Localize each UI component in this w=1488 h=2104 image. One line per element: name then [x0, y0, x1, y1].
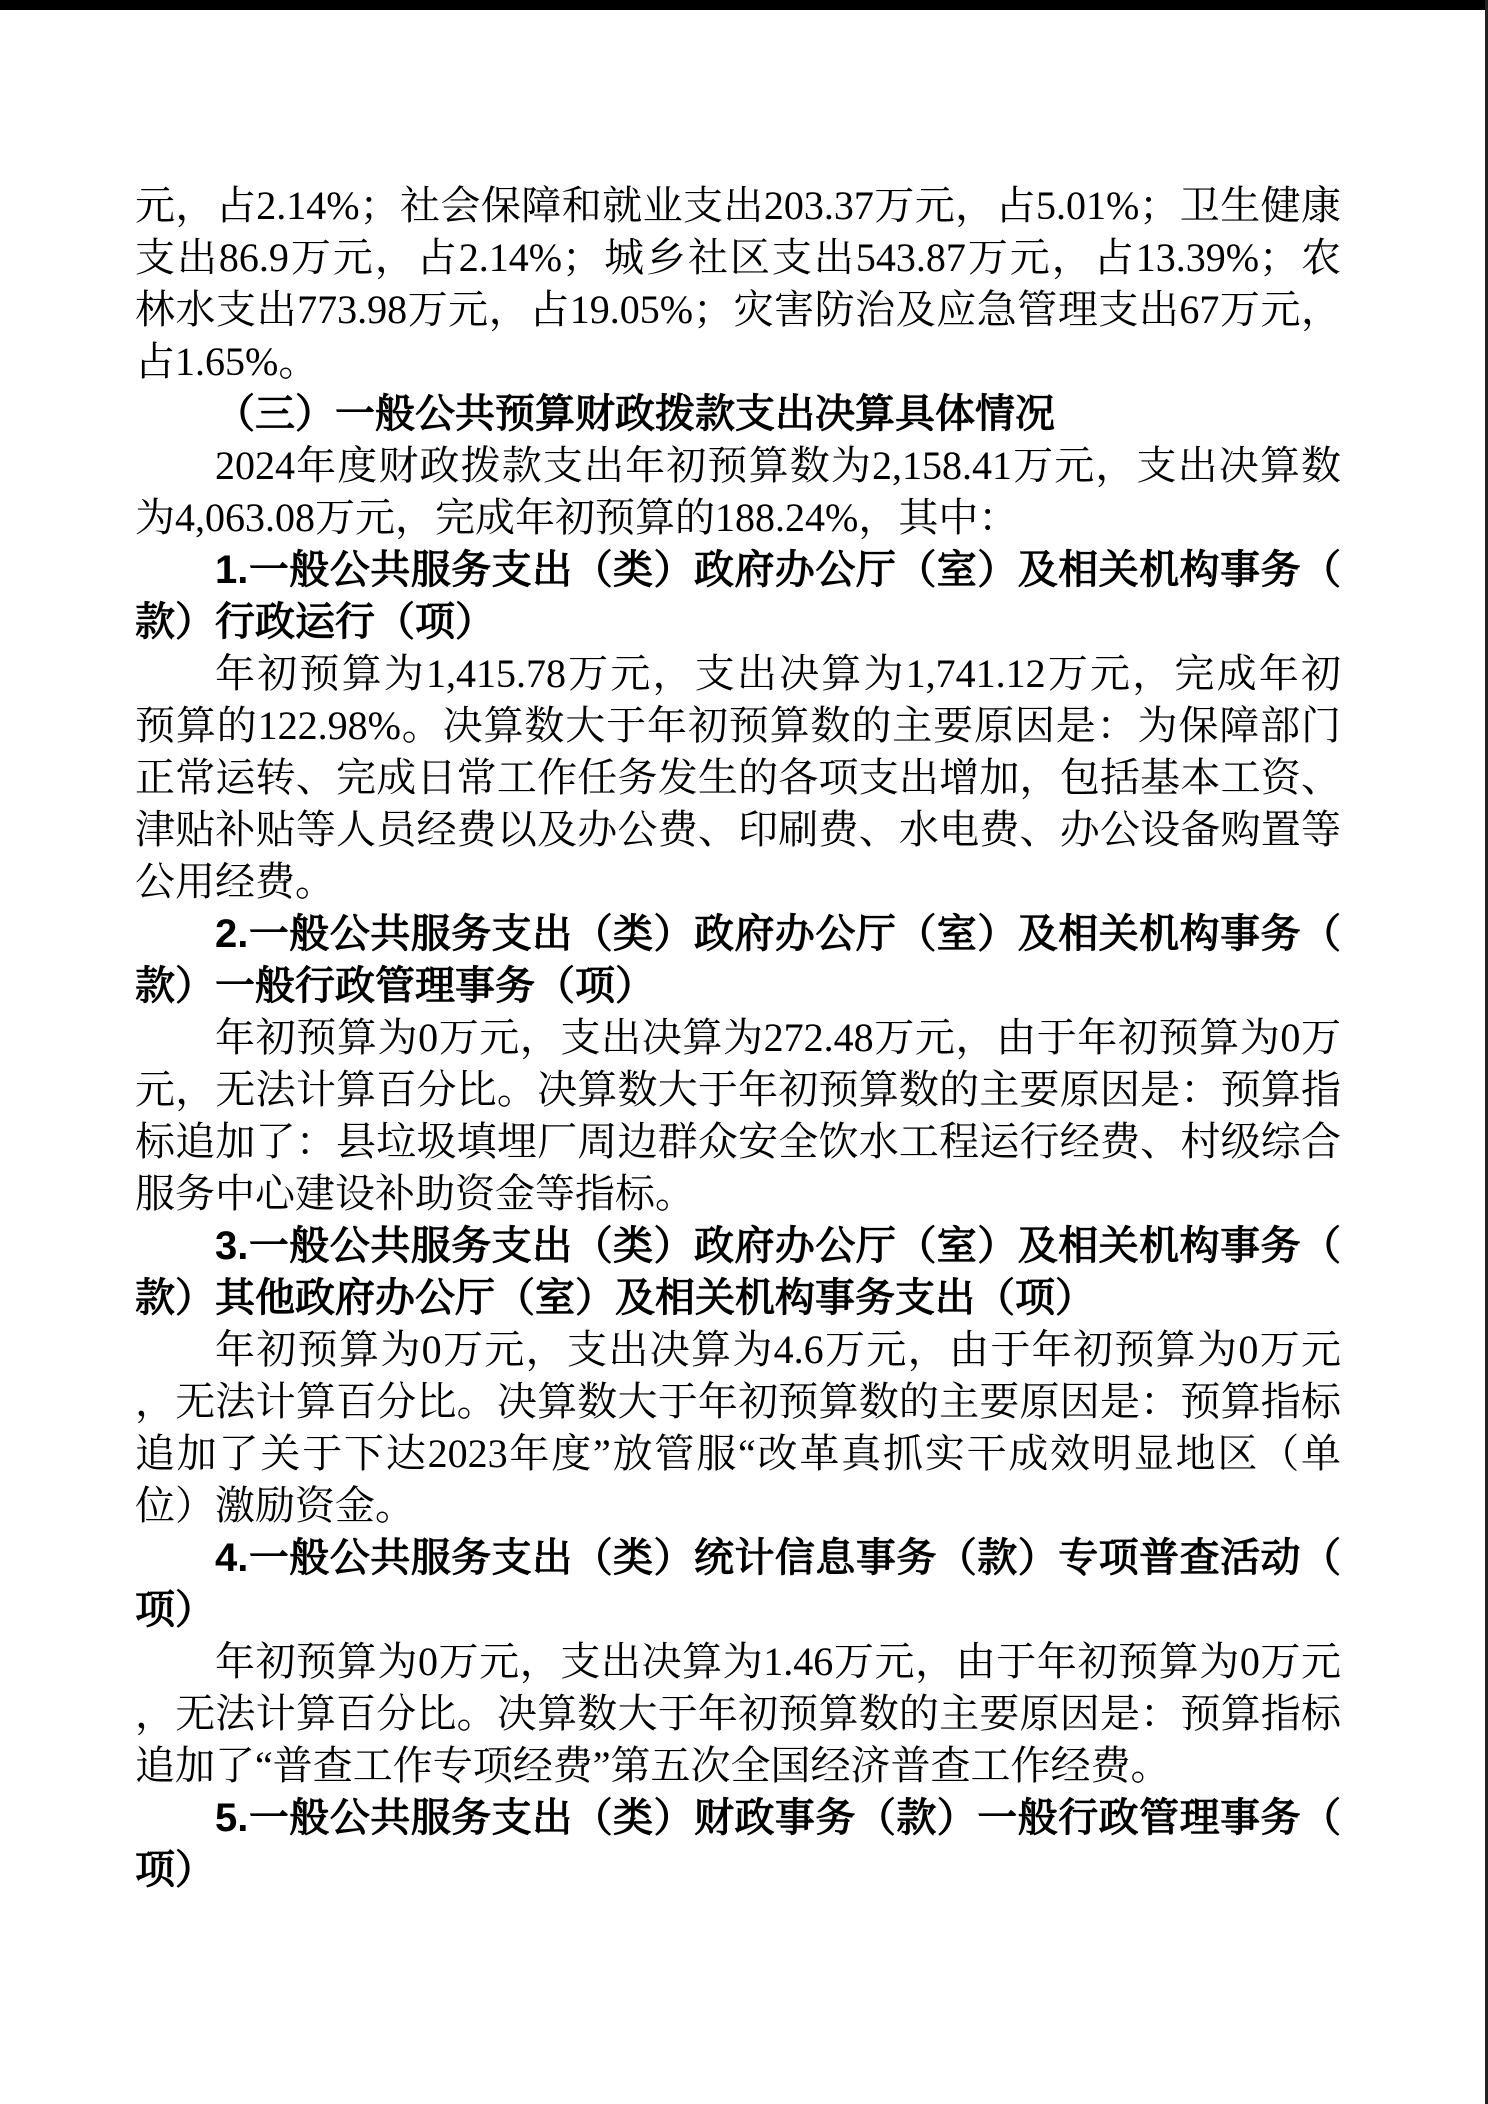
heading-line: 5.一般公共服务支出（类）财政事务（款）一般行政管理事务（: [215, 1796, 1341, 1840]
heading-line: 4.一般公共服务支出（类）统计信息事务（款）专项普查活动（: [215, 1536, 1341, 1580]
body-text-line: 年初预算为0万元，支出决算为272.48万元，由于年初预算为0万: [215, 1015, 1341, 1060]
heading-line: 款）其他政府办公厅（室）及相关机构事务支出（项）: [135, 1276, 1095, 1320]
body-text-line: 年初预算为1,415.78万元，支出决算为1,741.12万元，完成年初: [215, 651, 1341, 696]
body-text-line: 服务中心建设补助资金等指标。: [135, 1171, 695, 1216]
body-text-line: 年初预算为0万元，支出决算为1.46万元，由于年初预算为0万元: [215, 1639, 1341, 1684]
body-text-line: 公用经费。: [135, 859, 335, 904]
body-text-line: 2024年度财政拨款支出年初预算数为2,158.41万元，支出决算数: [215, 443, 1341, 488]
heading-line: （三）一般公共预算财政拨款支出决算具体情况: [215, 392, 1055, 436]
heading-line: 项）: [135, 1848, 215, 1892]
body-text-line: 为4,063.08万元，完成年初预算的188.24%，其中：: [135, 495, 1019, 540]
body-text-line: ，无法计算百分比。决算数大于年初预算数的主要原因是：预算指标: [135, 1379, 1341, 1424]
body-text-line: 标追加了：县垃圾填埋厂周边群众安全饮水工程运行经费、村级综合: [135, 1119, 1341, 1164]
body-text-line: 林水支出773.98万元，占19.05%；灾害防治及应急管理支出67万元，: [135, 287, 1341, 332]
heading-line: 1.一般公共服务支出（类）政府办公厅（室）及相关机构事务（: [215, 548, 1341, 592]
body-text-line: 预算的122.98%。决算数大于年初预算数的主要原因是：为保障部门: [135, 703, 1341, 748]
body-text-line: 元，占2.14%；社会保障和就业支出203.37万元，占5.01%；卫生健康: [135, 183, 1341, 228]
heading-line: 款）行政运行（项）: [135, 600, 495, 644]
body-text-line: ，无法计算百分比。决算数大于年初预算数的主要原因是：预算指标: [135, 1691, 1341, 1736]
body-text-line: 年初预算为0万元，支出决算为4.6万元，由于年初预算为0万元: [215, 1327, 1341, 1372]
heading-line: 项）: [135, 1588, 215, 1632]
body-text-line: 津贴补贴等人员经费以及办公费、印刷费、水电费、办公设备购置等: [135, 807, 1341, 852]
body-text-line: 占1.65%。: [135, 339, 319, 384]
body-text-line: 位）激励资金。: [135, 1483, 415, 1528]
body-text-line: 元，无法计算百分比。决算数大于年初预算数的主要原因是：预算指: [135, 1067, 1341, 1112]
heading-line: 款）一般行政管理事务（项）: [135, 964, 655, 1008]
body-text-line: 支出86.9万元，占2.14%；城乡社区支出543.87万元，占13.39%；农: [135, 235, 1341, 280]
body-text-line: 正常运转、完成日常工作任务发生的各项支出增加，包括基本工资、: [135, 755, 1341, 800]
body-text-line: 追加了“普查工作专项经费”第五次全国经济普查工作经费。: [135, 1743, 1171, 1788]
document-body: [135, 180, 1341, 1896]
heading-line: 2.一般公共服务支出（类）政府办公厅（室）及相关机构事务（: [215, 912, 1341, 956]
body-text-line: 追加了关于下达2023年度”放管服“改革真抓实干成效明显地区（单: [135, 1431, 1341, 1476]
page-top-border: [0, 0, 1488, 10]
heading-line: 3.一般公共服务支出（类）政府办公厅（室）及相关机构事务（: [215, 1224, 1341, 1268]
